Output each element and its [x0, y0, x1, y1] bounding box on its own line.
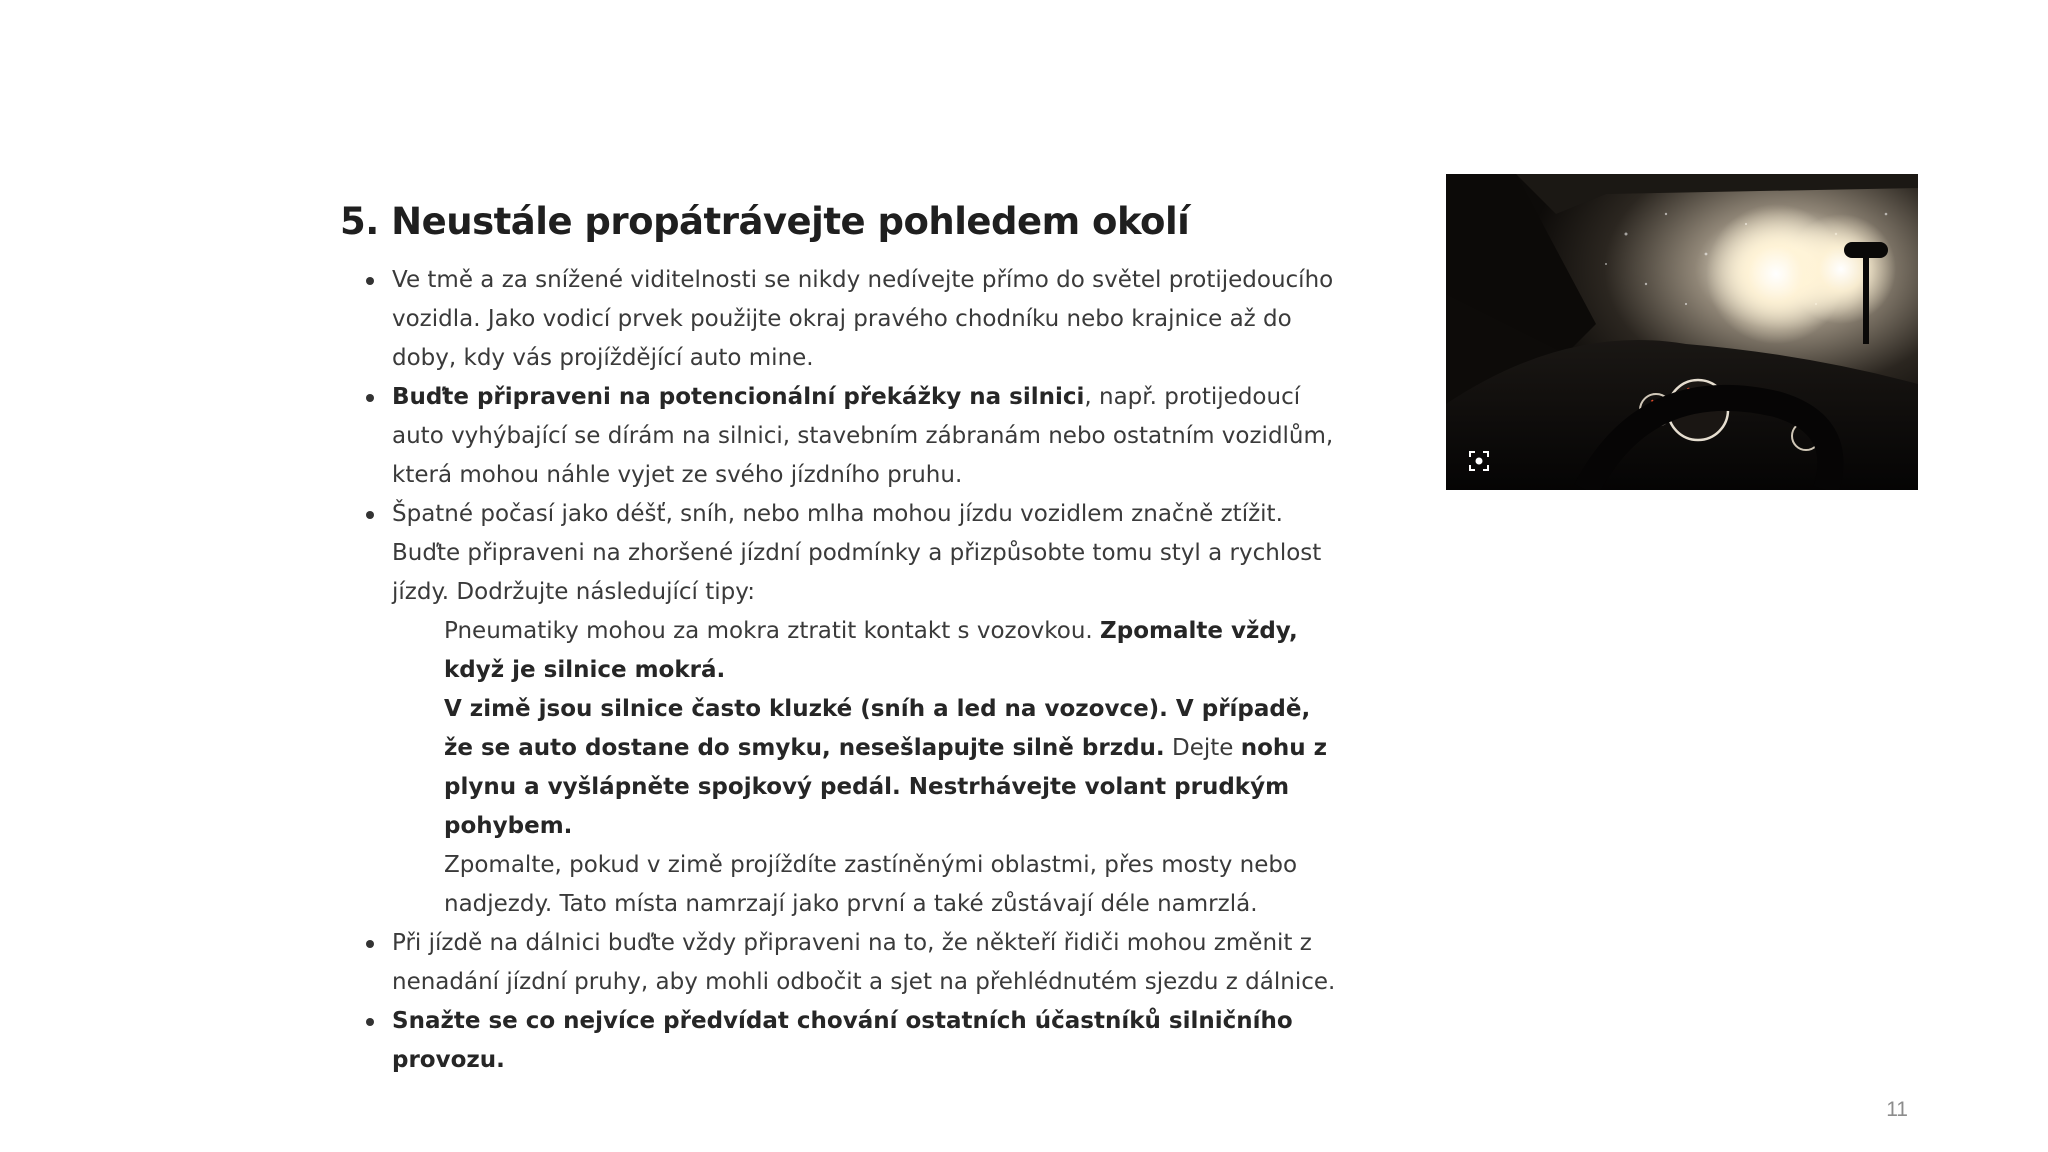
bullet-item	[340, 261, 1340, 378]
tip-item	[444, 612, 1340, 690]
page-number: 11	[1886, 1098, 1908, 1121]
bullet-list	[340, 261, 1340, 1080]
night-driving-photo[interactable]	[1446, 174, 1918, 490]
bullet-item	[340, 1002, 1340, 1080]
bullet-text: Ve tmě a za snížené viditelnosti se nikdy nedívejte přímo do světel protijedoucího vozidla. Jako vodicí prvek použijte okraj pravého chodníku nebo krajnice až do doby, kdy vás projíždějící auto mine.	[392, 267, 1334, 371]
night-driving-illustration	[1446, 174, 1918, 490]
tips-list	[392, 612, 1340, 924]
tip-bold-text: V zimě jsou silnice často kluzké (sníh a led na vozovce). V případě, že se auto dostane do smyku, nesešlapujte silně brzdu.	[444, 696, 1311, 761]
slide-title: 5. Neustále propátrávejte pohledem okolí	[340, 200, 1190, 243]
tip-text: Zpomalte, pokud v zimě projíždíte zastíněnými oblastmi, přes mosty nebo nadjezdy. Tato místa namrzají jako první a také zůstávají déle namrzlá.	[444, 852, 1298, 917]
tip-item	[444, 690, 1340, 846]
bullet-text: , např. protijedoucí auto vyhýbající se dírám na silnici, stavebním zábranám nebo ostatním vozidlům, která mohou náhle vyjet ze svého jízdního pruhu.	[392, 384, 1334, 488]
bullet-item	[340, 378, 1340, 495]
tip-text: Pneumatiky mohou za mokra ztratit kontakt s vozovkou.	[444, 618, 1101, 644]
bullet-text: Špatné počasí jako déšť, sníh, nebo mlha mohou jízdu vozidlem značně ztížit. Buďte připraveni na zhoršené jízdní podmínky a přizpůsobte tomu styl a rychlost jízdy. Dodržujte následující tipy:	[392, 501, 1322, 605]
tip-bold-text: Zpomalte vždy, když je silnice mokrá.	[444, 618, 1298, 683]
tip-bold-text: nohu z plynu a vyšlápněte spojkový pedál. Nestrhávejte volant prudkým pohybem.	[444, 735, 1328, 839]
bullet-text: Při jízdě na dálnici buďte vždy připraveni na to, že někteří řidiči mohou změnit z nenadání jízdní pruhy, aby mohli odbočit a sjet na přehlédnutém sjezdu z dálnice.	[392, 930, 1336, 995]
bullet-item	[340, 495, 1340, 924]
tip-item	[444, 846, 1340, 924]
tip-text: Dejte	[1164, 735, 1241, 761]
slide-content	[340, 200, 1340, 1080]
bullet-item	[340, 924, 1340, 1002]
bullet-bold-text: Buďte připraveni na potencionální překážky na silnici	[392, 384, 1085, 410]
image-expand-icon[interactable]	[1468, 450, 1490, 472]
bullet-bold-text: Snažte se co nejvíce předvídat chování ostatních účastníků silničního provozu.	[392, 1008, 1293, 1073]
